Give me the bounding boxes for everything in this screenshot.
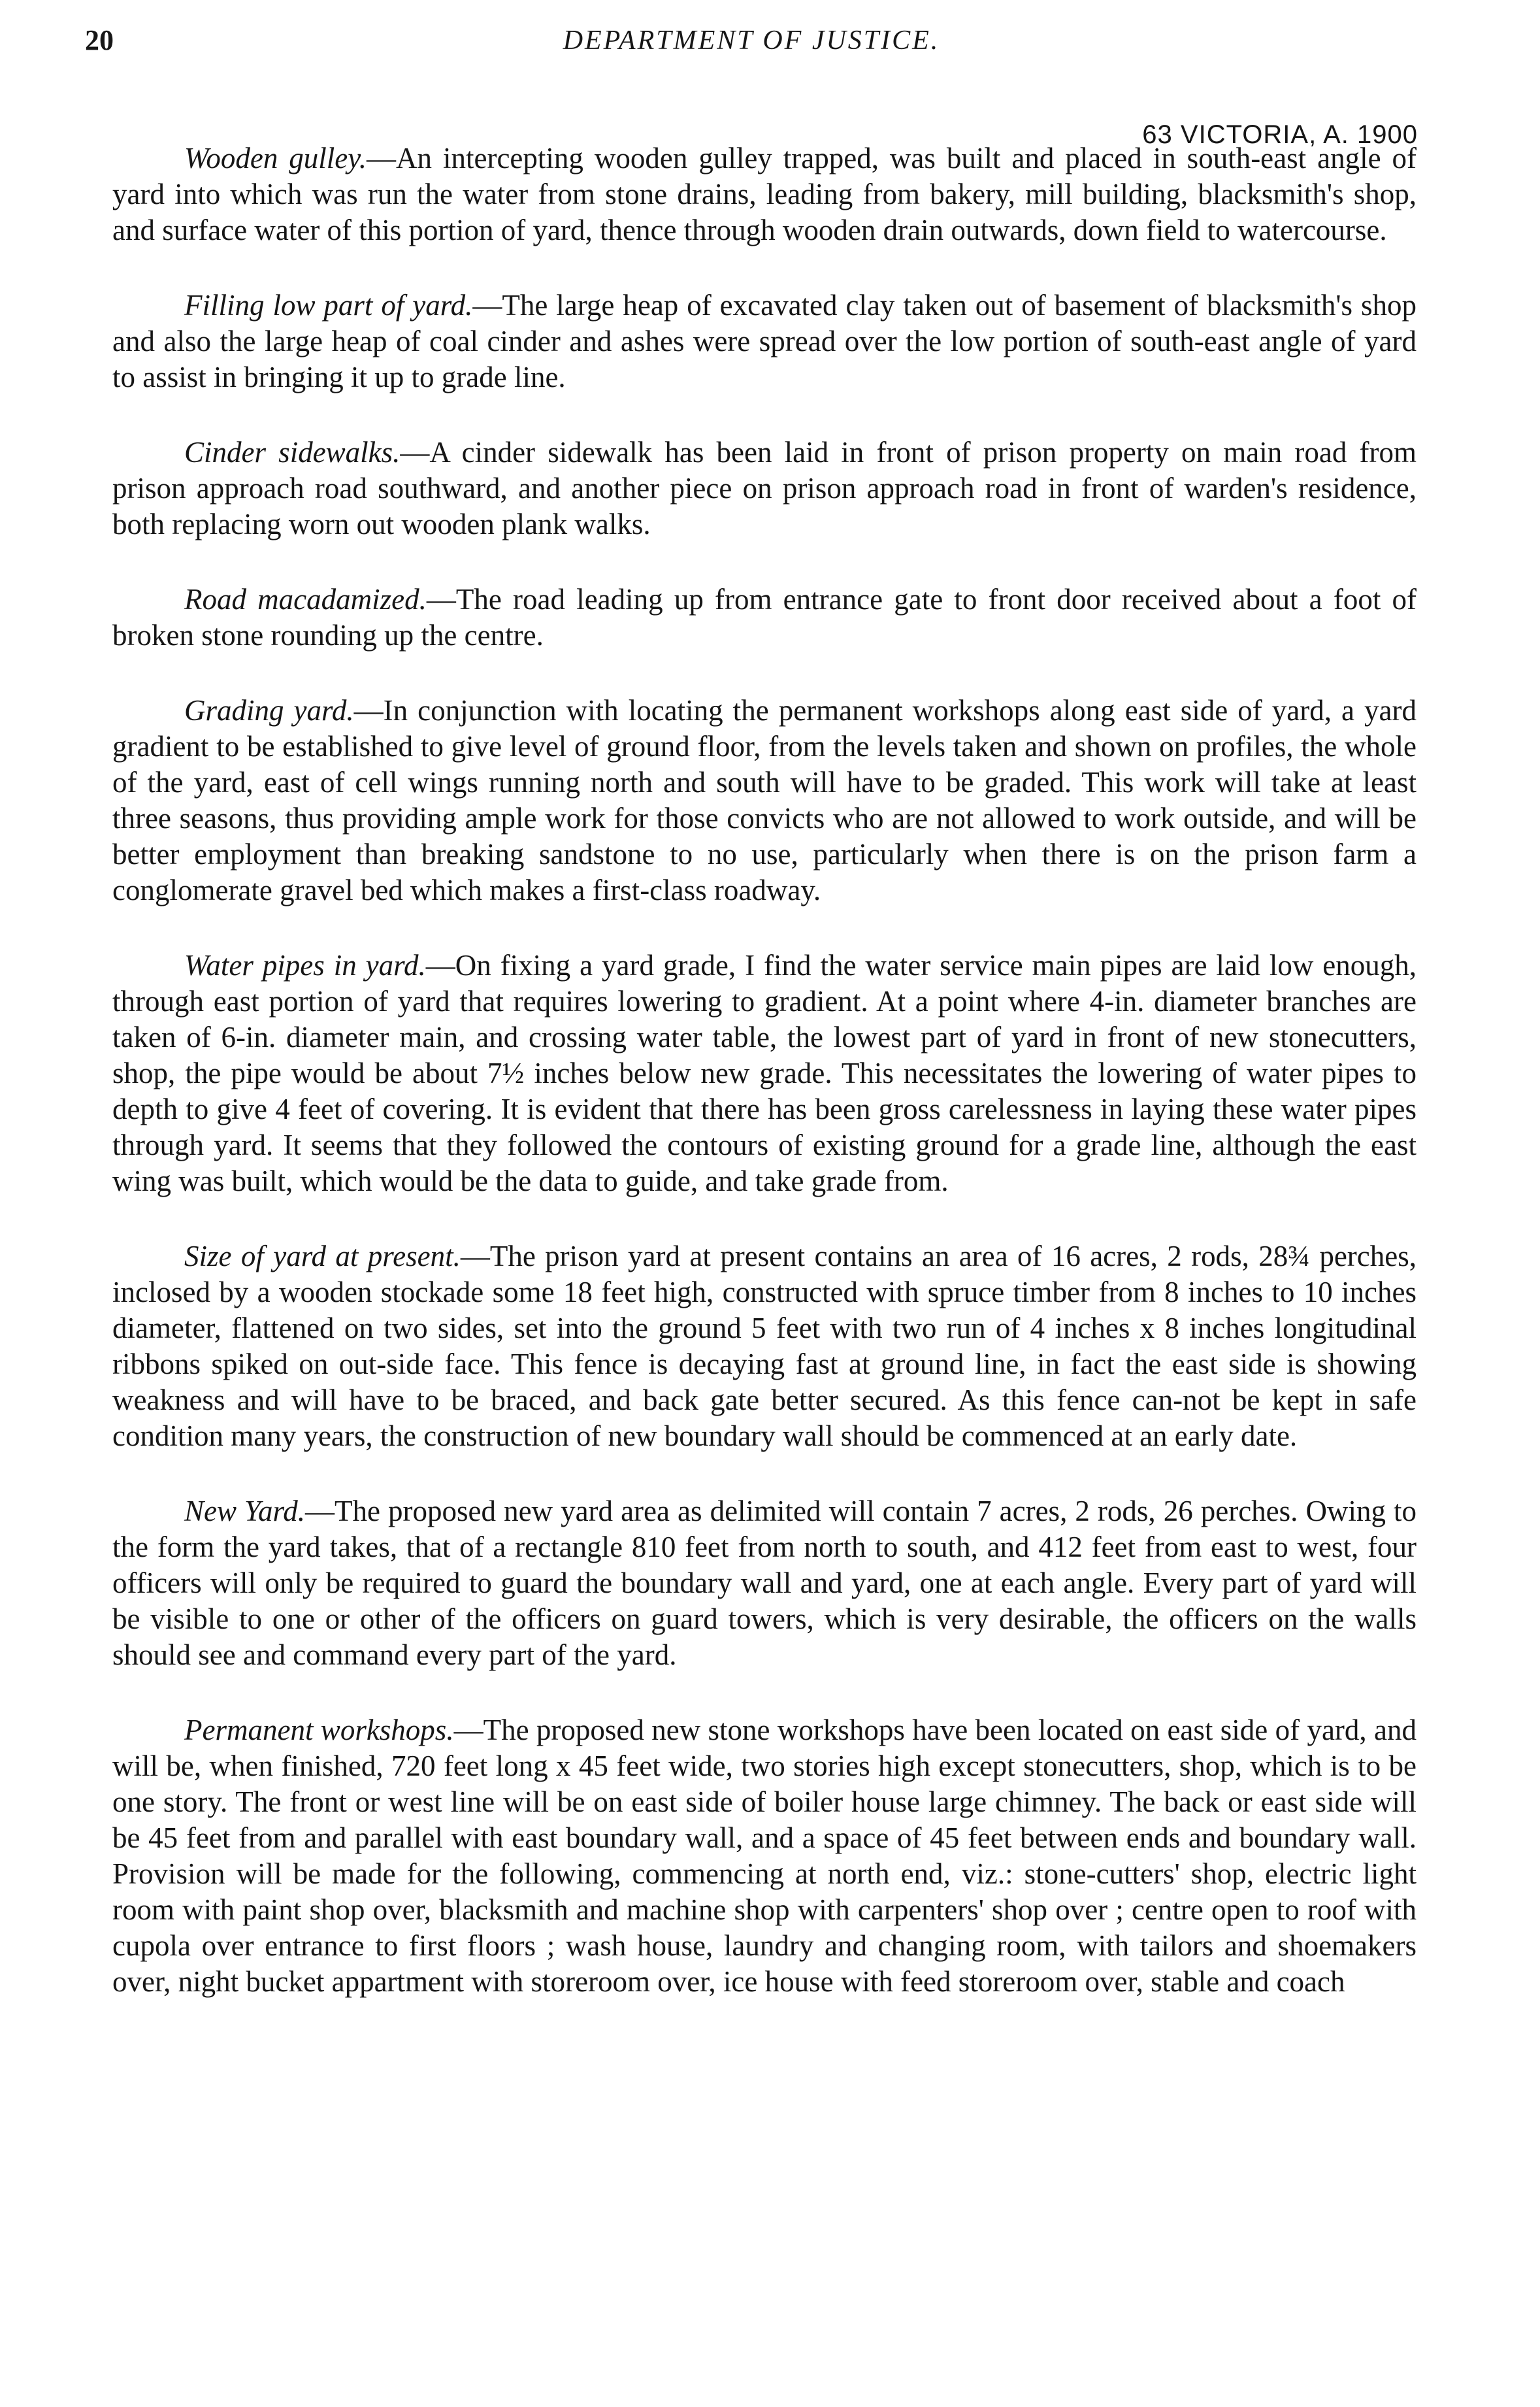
paragraph-text: —The prison yard at present contains an area of 16 acres, 2 rods, 28¾ perches, inclosed by a wooden stockade some 18 feet high, constructed with spruce timber from 8 inches to 10 inches diameter, flattened on two sides, set into the ground 5 feet with two run of 4 inches x 8 inches longitudinal ribbons spiked on out-side face. This fence is decaying fast at ground line, in fact the east side is showing weakness and will have to be braced, and back gate better secured. As this fence can-not be kept in safe condition many years, the construction of new boundary wall should be commenced at an early date.: [112, 1240, 1417, 1452]
paragraph-text: —The proposed new stone workshops have been located on east side of yard, and will be, when finished, 720 feet long x 45 feet wide, two stories high except stonecutters, shop, which is to be one story. The front or west line will be on east side of boiler house large chimney. The back or east side will be 45 feet from and parallel with east boundary wall, and a space of 45 feet between ends and boundary wall. Provision will be made for the following, commencing at north end, viz.: stone-cutters' shop, electric light room with paint shop over, blacksmith and machine shop with carpenters' shop over ; centre open to roof with cupola over entrance to first floors ; wash house, laundry and changing room, with tailors and shoemakers over, night bucket appartment with storeroom over, ice house with feed storeroom over, stable and coach: [112, 1714, 1417, 1998]
paragraph-text: —A cinder sidewalk has been laid in front of prison property on main road from prison approach road southward, and another piece on prison approach road in front of warden's residence, both replacing worn out wooden plank walks.: [112, 436, 1417, 540]
paragraph-water-pipes: [112, 948, 1417, 1199]
session-label: 63 VICTORIA, A. 1900: [1142, 120, 1418, 149]
page-header: [85, 24, 1418, 149]
paragraph-road-macadamized: [112, 582, 1417, 654]
page-number: 20: [85, 24, 114, 56]
paragraph-heading: Cinder sidewalks.: [184, 436, 401, 469]
paragraph-text: —On fixing a yard grade, I find the water service main pipes are laid low enough, through east portion of yard that requires lowering to gradient. At a point where 4-in. diameter branches are taken of 6-in. diameter main, and crossing water table, the lowest part of yard in front of new stonecutters, shop, the pipe would be about 7½ inches below new grade. This necessitates the lowering of water pipes to depth to give 4 feet of covering. It is evident that there has been gross carelessness in laying these water pipes through yard. It seems that they followed the contours of existing ground for a grade line, although the east wing was built, which would be the data to guide, and take grade from.: [112, 949, 1417, 1197]
paragraph-text: —The road leading up from entrance gate to front door received about a foot of broken stone rounding up the centre.: [112, 583, 1417, 652]
paragraph-cinder-sidewalks: [112, 435, 1417, 542]
paragraph-text: —The proposed new yard area as delimited will contain 7 acres, 2 rods, 26 perches. Owing to the form the yard takes, that of a rectangle 810 feet from north to south, and 412 feet from east to west, four officers will only be required to guard the boundary wall and yard, one at each angle. Every part of yard will be visible to one or other of the officers on guard towers, which is very desirable, the officers on the walls should see and command every part of the yard.: [112, 1495, 1417, 1671]
paragraph-text: —The large heap of excavated clay taken out of basement of blacksmith's shop and also the large heap of coal cinder and ashes were spread over the low portion of south-east angle of yard to assist in bringing it up to grade line.: [112, 289, 1417, 393]
paragraph-heading: Grading yard.: [184, 694, 354, 727]
paragraph-filling-low-part: [112, 288, 1417, 395]
paragraph-permanent-workshops: [112, 1712, 1417, 2000]
body-text: [112, 141, 1417, 2000]
paragraph-size-of-yard: [112, 1238, 1417, 1454]
paragraph-heading: Permanent workshops.: [184, 1714, 454, 1746]
paragraph-heading: Road macadamized.: [184, 583, 427, 616]
running-title: DEPARTMENT OF JUSTICE.: [563, 25, 940, 56]
paragraph-text: —In conjunction with locating the permanent workshops along east side of yard, a yard gradient to be established to give level of ground floor, from the levels taken and shown on profiles, the whole of the yard, east of cell wings running north and south will have to be graded. This work will take at least three seasons, thus providing ample work for those convicts who are not allowed to work outside, and will be better employment than breaking sandstone to no use, particularly when there is on the prison farm a conglomerate gravel bed which makes a first-class roadway.: [112, 694, 1417, 906]
paragraph-heading: Filling low part of yard.: [184, 289, 473, 322]
paragraph-new-yard: [112, 1493, 1417, 1673]
paragraph-heading: Wooden gulley.: [184, 142, 367, 174]
paragraph-wooden-gulley: [112, 141, 1417, 248]
paragraph-heading: New Yard.: [184, 1495, 306, 1527]
paragraph-heading: Size of yard at present.: [184, 1240, 461, 1272]
paragraph-grading-yard: [112, 693, 1417, 908]
paragraph-text: —An intercepting wooden gulley trapped, was built and placed in south-east angle of yard into which was run the water from stone drains, leading from bakery, mill building, blacksmith's shop, and surface water of this portion of yard, thence through wooden drain outwards, down field to watercourse.: [112, 142, 1417, 246]
paragraph-heading: Water pipes in yard.: [184, 949, 426, 982]
